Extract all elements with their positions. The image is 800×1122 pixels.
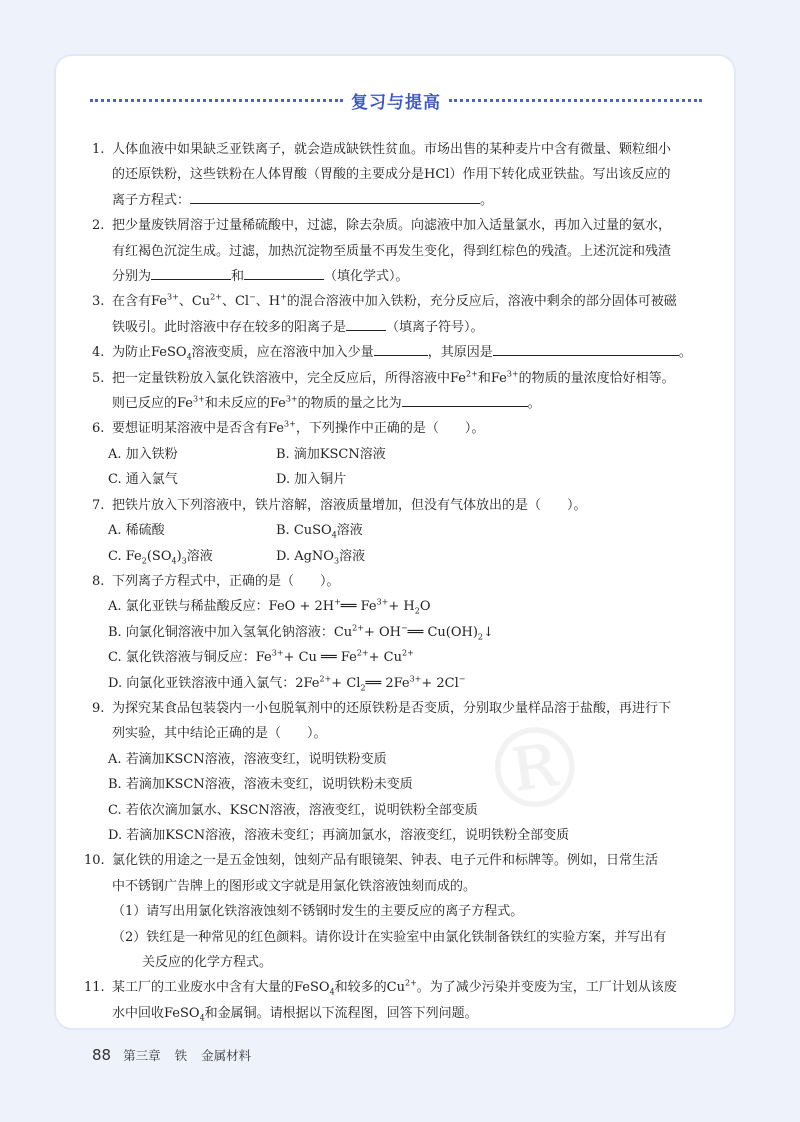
option-text: + Cl <box>331 675 361 691</box>
option-text: ══ Cu(OH) <box>407 624 478 640</box>
charge: 3+ <box>271 648 284 658</box>
option-text: C. 氯化铁溶液与铜反应：Fe <box>108 650 272 666</box>
q7-options-row2 <box>92 544 704 569</box>
q2-line3 <box>112 264 704 289</box>
q3-text: 在含有Fe <box>112 294 168 310</box>
subscript: 3 <box>333 556 340 566</box>
charge: 3+ <box>285 394 298 404</box>
q4-text: ，其原因是 <box>427 345 493 361</box>
answer-blank[interactable] <box>374 341 428 356</box>
option-text: ══ Fe <box>340 599 377 615</box>
option-b[interactable] <box>276 518 363 543</box>
q11-text: 。为了减少污染并变废为宝，工厂计划从该废 <box>416 980 677 996</box>
question-5 <box>92 366 704 417</box>
section-header <box>90 86 702 114</box>
q4-line <box>112 340 704 365</box>
q3-line2 <box>112 315 704 340</box>
charge: + <box>334 597 341 607</box>
q4-text: 溶液变质，应在溶液中加入少量 <box>191 345 374 361</box>
option-text: + Cu <box>368 650 402 666</box>
option-text: + Cu ══ Fe <box>283 650 357 666</box>
question-11 <box>84 975 704 1026</box>
question-number: 2. <box>92 218 105 234</box>
option-text: B. CuSO <box>276 523 332 539</box>
charge: 3+ <box>409 674 422 684</box>
option-text: 溶液 <box>336 523 363 539</box>
charge: 2+ <box>319 674 332 684</box>
q6-text: ，下列操作中正确的是（ ）。 <box>295 421 485 437</box>
q10-sub1: （1）请写出用氯化铁溶液蚀刻不锈钢时发生的主要反应的离子方程式。 <box>112 904 524 920</box>
q1-line1: 人体血液中如果缺乏亚铁离子，就会造成缺铁性贫血。市场出售的某种麦片中含有微量、颗粒细小 <box>112 142 672 157</box>
q3-line1 <box>112 289 704 314</box>
question-6 <box>92 416 704 441</box>
page-number: 88 <box>92 1046 112 1064</box>
option-d[interactable] <box>92 671 704 696</box>
subscript: 4 <box>329 988 335 997</box>
q1-line3 <box>112 188 704 213</box>
question-10 <box>84 848 704 899</box>
option-text: + 2Cl <box>421 675 459 691</box>
charge: − <box>400 623 408 633</box>
q5-text: 则已反应的Fe <box>112 396 194 412</box>
option-text: D. AgNO <box>276 548 334 564</box>
option-text: ══ 2Fe <box>365 675 410 691</box>
q9-line2: 列实验，其中结论正确的是（ ）。 <box>112 726 327 742</box>
option-text: O <box>419 599 431 615</box>
section-title: 复习与提高 <box>351 92 441 113</box>
q2-line2: 有红褐色沉淀生成。过滤，加热沉淀物至质量不再发生变化，得到红棕色的残渣。上述沉淀和残渣 <box>112 243 672 259</box>
charge: − <box>249 293 256 303</box>
option-text: + H <box>388 599 415 615</box>
answer-blank[interactable] <box>244 265 324 280</box>
q2-hint: （填化学式）。 <box>324 269 409 285</box>
q6-text: 要想证明某溶液中是否含有Fe <box>112 421 285 437</box>
q3-text: 、Cu <box>178 294 211 310</box>
charge: 3+ <box>506 369 519 379</box>
q2-line1: 把少量废铁屑溶于过量稀硫酸中，过滤，除去杂质。向滤液中加入适量氯水，再加入过量的氨水， <box>112 218 672 234</box>
question-number: 10. <box>84 853 105 869</box>
q5-text: 的物质的量浓度恰好相等。 <box>518 370 675 386</box>
subscript: 4 <box>186 352 192 362</box>
header-dots-left <box>90 99 343 102</box>
question-number: 6. <box>92 421 105 437</box>
charge: 2+ <box>405 979 417 989</box>
q3-hint: （填离子符号）。 <box>386 319 484 335</box>
option-text: + OH <box>363 624 401 640</box>
option-text: 溶液 <box>339 548 366 564</box>
question-number: 9. <box>92 700 105 716</box>
option-text: B. 向氯化铜溶液中加入氢氧化钠溶液：Cu <box>108 624 353 640</box>
question-number: 3. <box>92 294 105 310</box>
answer-blank[interactable] <box>402 392 528 407</box>
subscript: 2 <box>477 632 484 642</box>
chapter-subtitle: 金属材料 <box>201 1048 252 1063</box>
q4-text: 。 <box>678 345 692 361</box>
question-1 <box>92 137 704 213</box>
q5-text: 。 <box>527 396 541 412</box>
q3-text: 、H <box>255 294 281 310</box>
option-b[interactable] <box>92 620 704 645</box>
question-number: 11. <box>84 980 105 996</box>
subscript: 2 <box>360 683 366 693</box>
watermark: ® <box>471 697 599 841</box>
page-footer <box>92 1046 251 1064</box>
charge: 2+ <box>352 623 364 633</box>
q5-text: 和Fe <box>477 370 507 386</box>
q4-text: 为防止FeSO <box>112 345 187 361</box>
question-number: 5. <box>92 370 105 386</box>
q11-line2 <box>112 1001 704 1026</box>
q1-line2: 的还原铁粉，这些铁粉在人体胃酸（胃酸的主要成分是HCl）作用下转化成亚铁盐。写出该反应的 <box>112 167 671 183</box>
q10-sub2-cont: 关反应的化学方程式。 <box>142 955 273 970</box>
charge: − <box>458 674 466 684</box>
charge: 2+ <box>210 293 222 303</box>
question-2 <box>92 213 704 289</box>
option-c[interactable]: C. 若依次滴加氯水、KSCN溶液，溶液变红，说明铁粉全部变质 <box>108 802 478 818</box>
option-d[interactable]: D. 加入铜片 <box>276 472 347 488</box>
option-text: ) <box>176 548 182 564</box>
subscript: 2 <box>414 606 420 616</box>
chapter-title: 铁 <box>174 1048 188 1063</box>
question-number: 4. <box>92 345 105 361</box>
q10-line2: 中不锈钢广告牌上的图形或文字就是用氯化铁溶液蚀刻而成的。 <box>112 878 477 894</box>
q5-text: 和未反应的Fe <box>204 396 286 412</box>
q2-prompt: 分别为 <box>112 269 152 285</box>
charge: 2+ <box>466 369 478 379</box>
question-4 <box>92 340 704 365</box>
subscript: 4 <box>171 556 177 566</box>
charge: 3+ <box>193 394 205 404</box>
q6-options-row2 <box>92 467 704 492</box>
answer-blank[interactable] <box>151 265 231 280</box>
subscript: 4 <box>331 530 337 540</box>
q5-text: 把一定量铁粉放入氯化铁溶液中，完全反应后，所得溶液中Fe <box>112 370 467 386</box>
q11-text: 某工厂的工业废水中含有大量的FeSO <box>112 980 330 996</box>
option-a[interactable]: A. 若滴加KSCN溶液，溶液变红，说明铁粉变质 <box>108 751 387 767</box>
q6-options-row1 <box>92 442 704 467</box>
option-text: A. 氯化亚铁与稀盐酸反应：FeO + 2H <box>108 599 335 615</box>
q3-text: 铁吸引。此时溶液中存在较多的阳离子是 <box>112 319 347 335</box>
header-dots-right <box>449 99 702 102</box>
question-9 <box>92 696 704 747</box>
question-number: 8. <box>92 573 105 589</box>
answer-blank[interactable] <box>493 341 679 356</box>
option-b[interactable]: B. 若滴加KSCN溶液，溶液未变红，说明铁粉未变质 <box>108 777 413 793</box>
charge: 3+ <box>167 293 179 303</box>
chapter-label: 第三章 <box>123 1048 161 1063</box>
charge: 3+ <box>284 420 296 430</box>
option-c[interactable] <box>92 645 704 670</box>
option-text: (SO <box>146 548 172 564</box>
q11-line1 <box>112 975 704 1000</box>
subscript: 2 <box>141 556 147 566</box>
option-a[interactable]: A. 稀硫酸 <box>108 523 165 539</box>
option-b[interactable]: B. 滴加KSCN溶液 <box>276 446 386 462</box>
answer-blank[interactable] <box>346 316 386 331</box>
q10-line1: 氯化铁的用途之一是五金蚀刻，蚀刻产品有眼镜架、钟表、电子元件和标牌等。例如，日常生活 <box>112 853 659 869</box>
option-d[interactable] <box>276 544 365 569</box>
q5-line1 <box>112 366 704 391</box>
subscript: 3 <box>181 556 187 566</box>
option-d[interactable]: D. 若滴加KSCN溶液，溶液未变红；再滴加氯水，溶液变红，说明铁粉全部变质 <box>108 827 570 843</box>
exercise-list <box>84 137 704 1026</box>
q8-stem: 下列离子方程式中，正确的是（ ）。 <box>112 573 340 589</box>
q2-and: 和 <box>231 269 245 285</box>
option-text: C. Fe <box>108 548 142 564</box>
q11-text: 和较多的Cu <box>334 980 405 996</box>
question-3 <box>92 289 704 340</box>
q5-line2 <box>112 391 704 416</box>
option-a[interactable] <box>92 594 704 619</box>
q10-sub2: （2）铁红是一种常见的红色颜料。请你设计在实验室中由氯化铁制备铁红的实验方案，并写出有 <box>112 929 667 945</box>
q3-text: 、Cl <box>221 294 250 310</box>
question-8 <box>92 569 704 594</box>
question-number: 1. <box>92 142 105 157</box>
q11-text: 水中回收FeSO <box>112 1005 200 1021</box>
charge: + <box>280 293 287 303</box>
q7-stem: 把铁片放入下列溶液中，铁片溶解，溶液质量增加，但没有气体放出的是（ ）。 <box>112 497 587 513</box>
charge: 2+ <box>356 648 369 658</box>
option-c[interactable]: C. 通入氯气 <box>108 472 178 488</box>
option-text: D. 向氯化亚铁溶液中通入氯气：2Fe <box>108 675 320 691</box>
charge: 2+ <box>401 648 414 658</box>
q9-line1: 为探究某食品包装袋内一小包脱氧剂中的还原铁粉是否变质，分别取少量样品溶于盐酸，再进行下 <box>112 700 672 716</box>
q7-options-row1 <box>92 518 704 543</box>
charge: 3+ <box>376 597 389 607</box>
answer-blank[interactable] <box>190 189 480 204</box>
q1-prompt: 离子方程式： <box>112 192 191 208</box>
down-arrow: ↓ <box>483 624 494 640</box>
q1-end: 。 <box>480 192 494 208</box>
q5-text: 的物质的量之比为 <box>297 396 402 412</box>
q6-stem <box>112 416 704 441</box>
option-text: 溶液 <box>186 548 213 564</box>
option-a[interactable]: A. 加入铁粉 <box>108 446 178 462</box>
question-number: 7. <box>92 497 105 513</box>
q3-text: 的混合溶液中加入铁粉，充分反应后，溶液中剩余的部分固体可被磁 <box>286 294 677 310</box>
q11-text: 和金属铜。请根据以下流程图，回答下列问题。 <box>204 1005 478 1021</box>
option-c[interactable] <box>108 544 276 569</box>
subscript: 4 <box>199 1013 205 1023</box>
question-7 <box>92 493 704 518</box>
